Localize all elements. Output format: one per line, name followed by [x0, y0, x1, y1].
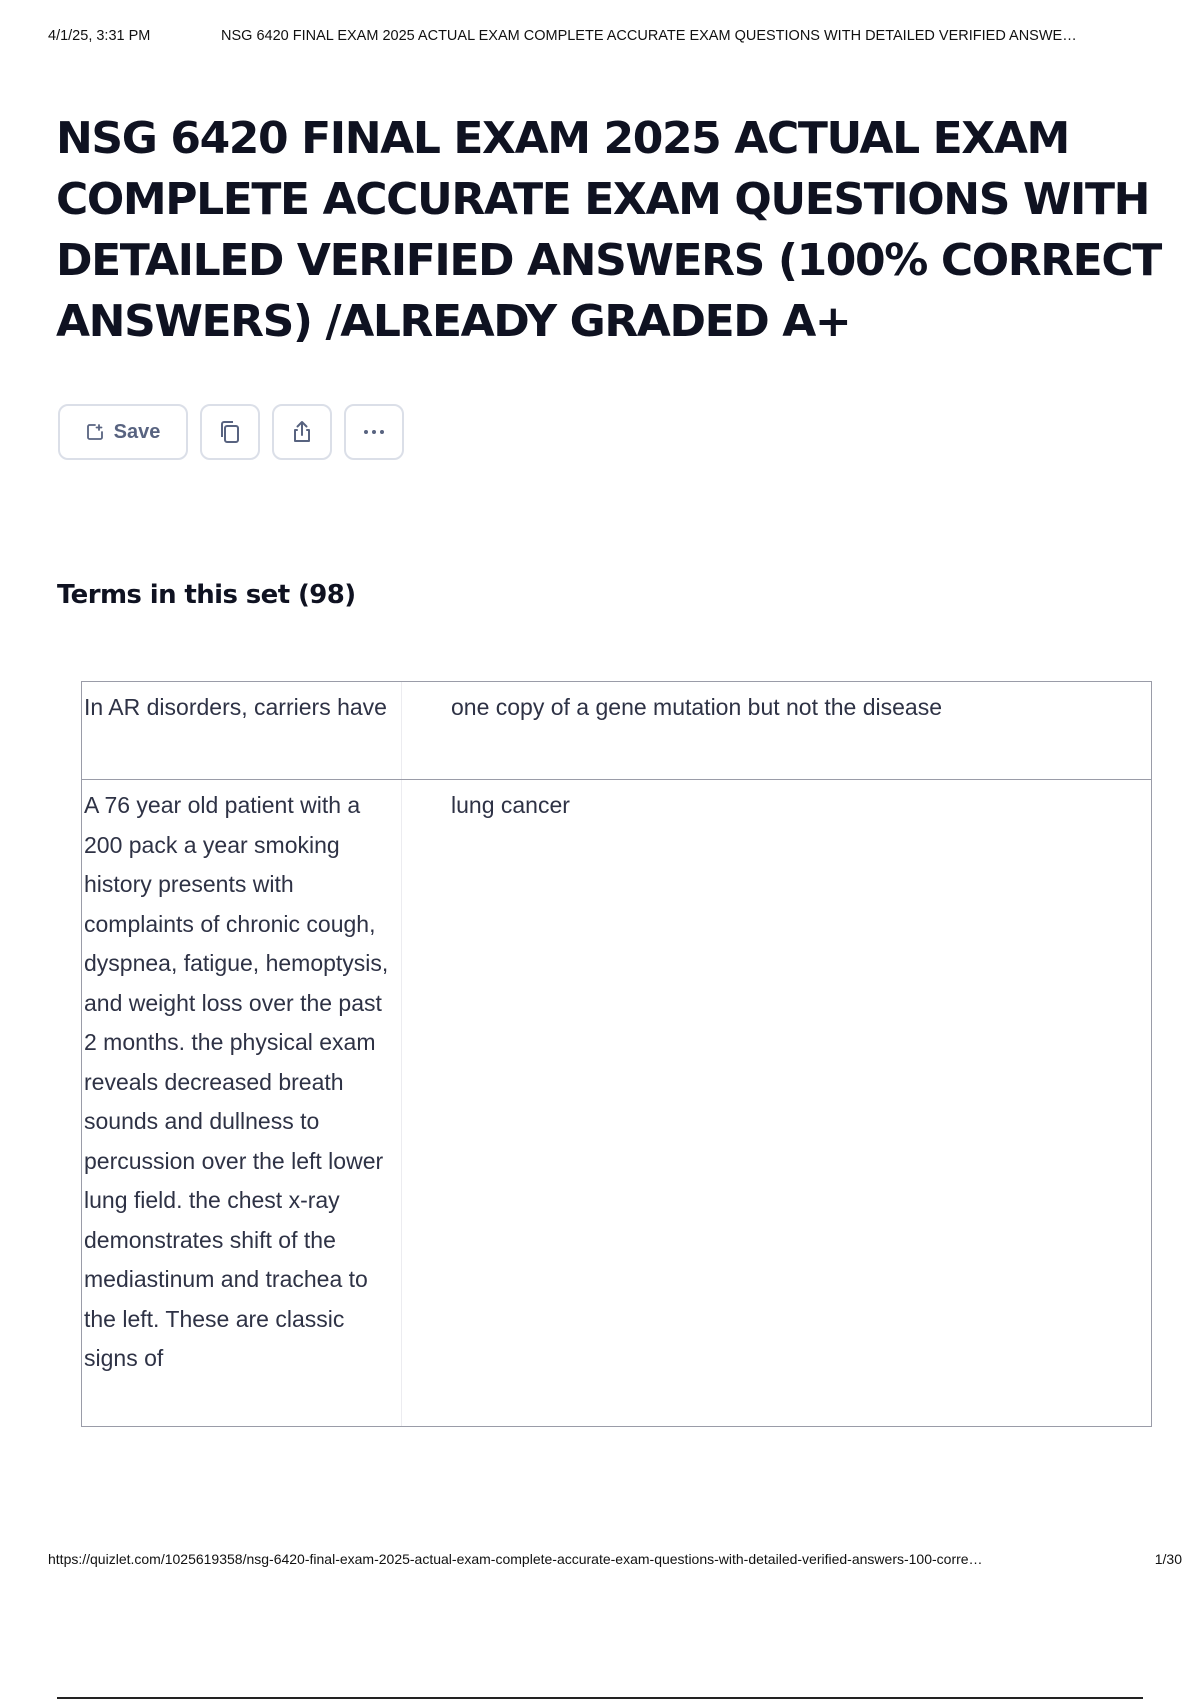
- print-header: [48, 28, 1176, 44]
- print-document-title: NSG 6420 FINAL EXAM 2025 ACTUAL EXAM COMPLETE ACCURATE EXAM QUESTIONS WITH DETAILED VERIFIED ANSWE…: [221, 28, 1077, 44]
- save-button[interactable]: [58, 404, 188, 460]
- definition-text: one copy of a gene mutation but not the disease: [451, 694, 943, 720]
- definition-text: lung cancer: [451, 792, 570, 818]
- page-number: 1/30: [1154, 1551, 1182, 1567]
- copy-button[interactable]: [200, 404, 260, 460]
- term-text: A 76 year old patient with a 200 pack a year smoking history presents with complaints of chronic cough, dyspnea, fatigue, hemoptysis, and weight loss over the past 2 months. the physical exam reveals decreased breath sounds and dullness to percussion over the left lower lung field. the chest x-ray demonstrates shift of the mediastinum and trachea to the left. These are classic signs of: [82, 780, 402, 1426]
- divider: [57, 1697, 1143, 1699]
- term-row: [82, 682, 1151, 780]
- terms-heading: Terms in this set (98): [57, 580, 356, 610]
- print-timestamp: 4/1/25, 3:31 PM: [48, 28, 151, 44]
- more-button[interactable]: [344, 404, 404, 460]
- print-url: https://quizlet.com/1025619358/nsg-6420-final-exam-2025-actual-exam-complete-accurate-exam-questions-with-detailed-verified-answers-100-corre…: [48, 1551, 983, 1567]
- term-row: [82, 780, 1151, 1426]
- save-icon: [86, 423, 104, 441]
- print-footer: [48, 1551, 1182, 1567]
- action-bar: [58, 404, 404, 460]
- share-button[interactable]: [272, 404, 332, 460]
- more-icon: [361, 428, 387, 436]
- copy-icon: [217, 419, 243, 445]
- share-icon: [289, 419, 315, 445]
- save-label: Save: [113, 420, 161, 443]
- term-text: In AR disorders, carriers have: [82, 682, 402, 779]
- page-title: NSG 6420 FINAL EXAM 2025 ACTUAL EXAM COMPLETE ACCURATE EXAM QUESTIONS WITH DETAILED VERIFIED ANSWERS (100% CORRECT ANSWERS) /ALREADY GRADED A+: [56, 113, 1161, 347]
- terms-table: [81, 681, 1152, 1427]
